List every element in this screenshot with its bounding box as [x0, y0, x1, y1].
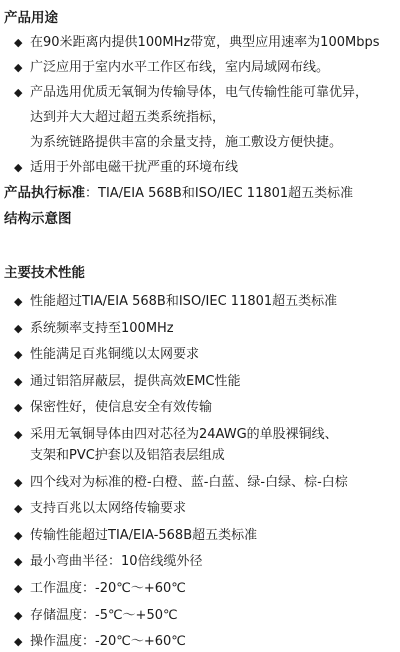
diamond-bullet-icon: ◆	[14, 321, 23, 335]
standard-value: ：TIA/EIA 568B和ISO/IEC 11801超五类标准	[85, 186, 354, 201]
list-item: ◆ 广泛应用于室内水平工作区布线，室内局域网布线。	[0, 58, 400, 78]
list-item: ◆ 操作温度：-20℃～+60℃	[0, 631, 400, 652]
diagram-title: 结构示意图	[4, 211, 72, 227]
list-item: ◆ 性能满足百兆铜缆以太网要求	[0, 344, 400, 365]
list-item: ◆ 四个线对为标准的橙-白橙、蓝-白蓝、绿-白绿、棕-白棕	[0, 472, 400, 493]
list-item: ◆ 通过铝箔屏蔽层，提供高效EMC性能	[0, 371, 400, 392]
diamond-bullet-icon: ◆	[14, 502, 23, 516]
list-item: ◆ 支持百兆以太网络传输要求	[0, 498, 400, 519]
list-item: ◆ 采用无氧铜导体由四对芯径为24AWG的单股裸铜线、	[0, 424, 400, 445]
diamond-bullet-icon: ◆	[14, 427, 23, 441]
diamond-bullet-icon: ◆	[14, 635, 23, 649]
diamond-bullet-icon: ◆	[14, 401, 23, 415]
list-item: ◆ 在90米距离内提供100MHz带宽，典型应用速率为100Mbps	[0, 33, 400, 53]
diamond-bullet-icon: ◆	[14, 61, 23, 74]
list-item: ◆ 最小弯曲半径：10倍线缆外径	[0, 551, 400, 572]
list-item: ◆ 保密性好，使信息安全有效传输	[0, 397, 400, 418]
diamond-bullet-icon: ◆	[14, 348, 23, 362]
diamond-bullet-icon: ◆	[14, 581, 23, 595]
section-title-tech: 主要技术性能	[4, 265, 85, 281]
list-item-continuation: 支架和PVC护套以及铝箔表层组成	[30, 447, 225, 463]
diamond-bullet-icon: ◆	[14, 555, 23, 569]
diamond-bullet-icon: ◆	[14, 475, 23, 489]
diamond-bullet-icon: ◆	[14, 608, 23, 622]
list-item: ◆ 系统频率支持至100MHz	[0, 318, 400, 339]
list-item: ◆ 传输性能超过TIA/EIA-568B超五类标准	[0, 525, 400, 546]
list-item: ◆ 存储温度：-5℃～+50℃	[0, 605, 400, 626]
standard-label: 产品执行标准	[4, 185, 85, 201]
section-title-usage: 产品用途	[4, 10, 58, 26]
diamond-bullet-icon: ◆	[14, 36, 23, 49]
diamond-bullet-icon: ◆	[14, 528, 23, 542]
diamond-bullet-icon: ◆	[14, 295, 23, 308]
diamond-bullet-icon: ◆	[14, 374, 23, 388]
diamond-bullet-icon: ◆	[14, 86, 23, 99]
list-item: ◆ 适用于外部电磁干扰严重的环境布线	[0, 158, 400, 178]
list-item: ◆ 产品选用优质无氧铜为传输导体，电气传输性能可靠优异，	[0, 83, 400, 103]
list-item-continuation: 为系统链路提供丰富的余量支持，施工敷设方便快捷。	[30, 135, 343, 150]
list-item: ◆ 性能超过TIA/EIA 568B和ISO/IEC 11801超五类标准	[0, 291, 400, 312]
standard-line	[0, 183, 400, 204]
diamond-bullet-icon: ◆	[14, 161, 23, 174]
list-item-continuation: 达到并大大超过超五类系统指标，	[30, 110, 226, 125]
list-item: ◆ 工作温度：-20℃～+60℃	[0, 578, 400, 599]
